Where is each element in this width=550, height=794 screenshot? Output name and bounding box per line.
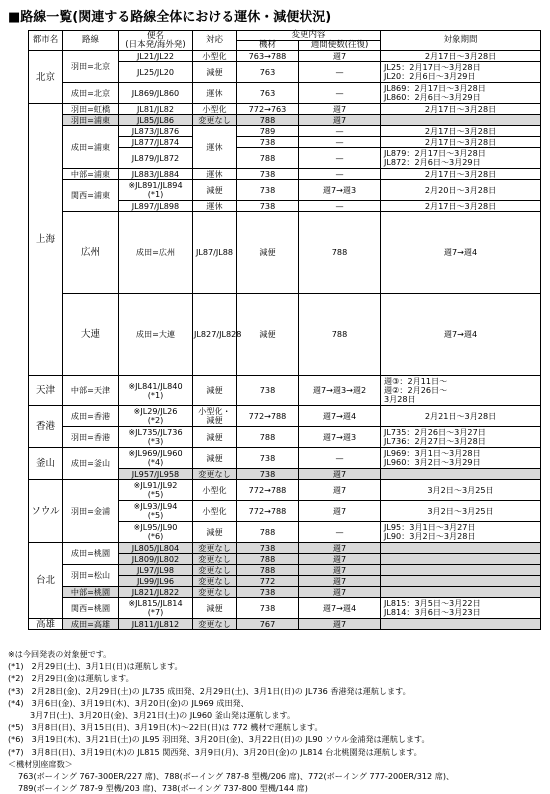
- period-cell: JL25：2月17日～3月28日 JL20：2月6日～3月29日: [381, 62, 541, 83]
- flight-cell: JL821/JL822: [119, 587, 193, 598]
- action-cell: 減便: [237, 294, 299, 376]
- aircraft-cell: 788: [237, 522, 299, 543]
- table-row: [29, 212, 541, 294]
- aircraft-cell: 767: [237, 619, 299, 630]
- route-cell: 羽田=香港: [63, 427, 119, 448]
- weekly-cell: 週7→週3→週2: [299, 376, 381, 406]
- weekly-cell: 週7→週4: [299, 598, 381, 619]
- period-cell: 2月17日～3月28日: [381, 201, 541, 212]
- period-cell: JL95：3月1日～3月27日 JL90：3月2日～3月28日: [381, 522, 541, 543]
- period-cell: 2月17日～3月28日: [381, 137, 541, 148]
- table-row: [29, 294, 541, 376]
- table-row: [29, 427, 541, 448]
- period-cell: [381, 576, 541, 587]
- weekly-cell: —: [299, 83, 381, 104]
- aircraft-cell: 738: [237, 137, 299, 148]
- table-row: [29, 180, 541, 201]
- aircraft-cell: 738: [237, 201, 299, 212]
- period-cell: JL815：3月5日～3月22日 JL814：3月6日～3月23日: [381, 598, 541, 619]
- header-weekly: 週間便数(往復): [299, 41, 381, 51]
- city-cell: 台北: [29, 543, 63, 619]
- note-line: (*7) 3月8日(日)、3月19日(木)の JL815 関西発、3月9日(月)、3月20日(金)の JL814 台北桃園発は運航します。: [8, 746, 422, 757]
- route-cell: 羽田=松山: [63, 565, 119, 587]
- aircraft-seat-title: ＜機材別座席数＞: [8, 758, 73, 769]
- header-change: 変更内容: [237, 31, 381, 41]
- period-cell: [381, 554, 541, 565]
- action-cell: 変更なし: [193, 115, 237, 126]
- route-cell: 成田=桃園: [63, 543, 119, 565]
- table-row: [29, 480, 541, 501]
- header-flight: [119, 31, 193, 51]
- aircraft-cell: 738: [237, 598, 299, 619]
- period-cell: [381, 565, 541, 576]
- flight-cell: JL883/JL884: [119, 169, 193, 180]
- weekly-cell: 週7: [299, 576, 381, 587]
- period-cell: [381, 587, 541, 598]
- action-cell: 変更なし: [193, 469, 237, 480]
- period-cell: 2月17日～3月28日: [381, 126, 541, 137]
- period-cell: [381, 543, 541, 554]
- aircraft-cell: 788: [237, 427, 299, 448]
- flight-cell: ※JL891/JL894 (*1): [119, 180, 193, 201]
- table-row: [29, 51, 541, 62]
- table-row: [29, 619, 541, 630]
- route-cell: 中部=天津: [63, 376, 119, 406]
- flight-cell: JL25/JL20: [119, 62, 193, 83]
- aircraft-cell: 772→788: [237, 406, 299, 427]
- table-row: [29, 406, 541, 427]
- note-line: ※は今回発表の対象便です。: [8, 649, 112, 659]
- action-cell: 小型化: [193, 51, 237, 62]
- route-cell: 中部=桃園: [63, 587, 119, 598]
- city-cell: ソウル: [29, 480, 63, 543]
- flight-cell: JL827/JL828: [193, 294, 237, 376]
- flight-cell: ※JL969/JL960 (*4): [119, 448, 193, 469]
- city-cell: 北京: [29, 51, 63, 104]
- weekly-cell: 週7→週4: [381, 294, 541, 376]
- note-line: (*2) 2月29日(金)は運航します。: [8, 673, 134, 684]
- note-line: (*6) 3月19日(木)、3月21日(土)の JL95 羽田発、3月20日(金)、3月22日(日)の JL90 ソウル金浦発は運航します。: [8, 734, 430, 745]
- weekly-cell: 週7→週4: [299, 406, 381, 427]
- city-cell: 高雄: [29, 619, 63, 630]
- period-cell: 3月2日～3月25日: [381, 480, 541, 501]
- route-cell: 成田=大連: [119, 294, 193, 376]
- action-cell: 減便: [193, 427, 237, 448]
- flight-cell: JL97/JL98: [119, 565, 193, 576]
- aircraft-cell: 788: [237, 115, 299, 126]
- period-cell: 2月17日～3月28日: [381, 169, 541, 180]
- period-cell: JL869：2月17日～3月28日 JL860：2月6日～3月29日: [381, 83, 541, 104]
- aircraft-cell: 788: [237, 148, 299, 169]
- table-row: [29, 376, 541, 406]
- aircraft-seat-list: [8, 770, 548, 794]
- header-aircraft: 機材: [237, 41, 299, 51]
- weekly-cell: 週7: [299, 115, 381, 126]
- action-cell: 変更なし: [193, 576, 237, 587]
- weekly-cell: 週7: [299, 501, 381, 522]
- notes-list: [8, 648, 548, 758]
- period-cell: JL969：3月1日～3月28日 JL960：3月2日～3月29日: [381, 448, 541, 469]
- aircraft-seat-line: 763(ボーイング 767-300ER/227 席)、788(ボーイング 787-8 型機/206 席)、772(ボーイング 777-200ER/312 席)、: [18, 771, 455, 782]
- route-cell: 羽田=浦東: [63, 115, 119, 126]
- action-cell: 変更なし: [193, 543, 237, 554]
- table-row: [29, 83, 541, 104]
- weekly-cell: 週7→週3: [299, 180, 381, 201]
- aircraft-cell: 738: [237, 180, 299, 201]
- aircraft-cell: 738: [237, 448, 299, 469]
- weekly-cell: 週7→週3: [299, 427, 381, 448]
- action-cell: 減便: [193, 522, 237, 543]
- flight-cell: JL869/JL860: [119, 83, 193, 104]
- weekly-cell: 週7: [299, 469, 381, 480]
- route-cell: 成田=釜山: [63, 448, 119, 480]
- table-row: [29, 104, 541, 115]
- action-cell: 小型化: [193, 501, 237, 522]
- header-flight-label: 便名: [146, 30, 164, 41]
- route-cell: 中部=浦東: [63, 169, 119, 180]
- weekly-cell: 週7: [299, 554, 381, 565]
- table-row: [29, 115, 541, 126]
- route-cell: 成田=広州: [119, 212, 193, 294]
- flight-cell: JL87/JL88: [193, 212, 237, 294]
- aircraft-cell: 738: [237, 169, 299, 180]
- header-flight-sub: (日本発/海外発): [125, 39, 186, 50]
- action-cell: 運休: [193, 201, 237, 212]
- weekly-cell: —: [299, 448, 381, 469]
- weekly-cell: 週7: [299, 480, 381, 501]
- period-cell: JL879：2月17日～3月28日 JL872：2月6日～3月29日: [381, 148, 541, 169]
- period-cell: 週③：2月11日～ 週②：2月26日～ 3月28日: [381, 376, 541, 406]
- aircraft-cell: 738: [237, 543, 299, 554]
- flight-cell: JL81/JL82: [119, 104, 193, 115]
- aircraft-cell: 788: [237, 565, 299, 576]
- aircraft-cell: 763: [237, 83, 299, 104]
- weekly-cell: —: [299, 62, 381, 83]
- aircraft-cell: 763→788: [237, 51, 299, 62]
- header-period: 対象期間: [381, 31, 541, 51]
- aircraft-cell: 763: [237, 62, 299, 83]
- action-cell: 変更なし: [193, 554, 237, 565]
- action-cell: 小型化: [193, 104, 237, 115]
- city-cell: 大連: [63, 294, 119, 376]
- city-cell: 広州: [63, 212, 119, 294]
- action-cell: 減便: [193, 180, 237, 201]
- route-cell: 成田=北京: [63, 83, 119, 104]
- flight-cell: ※JL29/JL26 (*2): [119, 406, 193, 427]
- weekly-cell: 週7: [299, 587, 381, 598]
- note-line: (*1) 2月29日(土)、3月1日(日)は運航します。: [8, 661, 183, 672]
- flight-cell: JL85/JL86: [119, 115, 193, 126]
- action-cell: 小型化・ 減便: [193, 406, 237, 427]
- weekly-cell: —: [299, 201, 381, 212]
- page-title: ■路線一覧(関連する路線全体における運休・減便状況): [8, 10, 332, 25]
- table-row: [29, 126, 541, 137]
- period-cell: 2月20日～3月28日: [381, 180, 541, 201]
- flight-cell: ※JL91/JL92 (*5): [119, 480, 193, 501]
- action-cell: 減便: [193, 62, 237, 83]
- table-row: [29, 543, 541, 554]
- action-cell: 変更なし: [193, 619, 237, 630]
- header-action: 対応: [193, 31, 237, 51]
- flight-cell: ※JL735/JL736 (*3): [119, 427, 193, 448]
- aircraft-cell: 738: [237, 587, 299, 598]
- aircraft-cell: 738: [237, 376, 299, 406]
- header-city: 都市名: [29, 31, 63, 51]
- city-cell: 香港: [29, 406, 63, 448]
- header-route: 路線: [63, 31, 119, 51]
- period-cell: [381, 115, 541, 126]
- action-cell: 減便: [193, 376, 237, 406]
- city-cell: 天津: [29, 376, 63, 406]
- notes-section: [8, 648, 548, 794]
- aircraft-cell: 789: [237, 126, 299, 137]
- aircraft-cell: 772→763: [237, 104, 299, 115]
- aircraft-cell: 788: [237, 554, 299, 565]
- flight-cell: JL21/JL22: [119, 51, 193, 62]
- route-cell: 羽田=北京: [63, 51, 119, 83]
- period-cell: [381, 469, 541, 480]
- note-line: (*4) 3月6日(金)、3月19日(木)、3月20日(金)の JL969 成田発、: [8, 697, 249, 708]
- route-cell: 羽田=金浦: [63, 480, 119, 543]
- flight-cell: JL811/JL812: [119, 619, 193, 630]
- action-cell: 減便: [193, 448, 237, 469]
- table-body: [29, 51, 541, 630]
- action-cell: 変更なし: [193, 565, 237, 576]
- flight-cell: JL805/JL804: [119, 543, 193, 554]
- aircraft-cell: 788: [299, 212, 381, 294]
- route-cell: 成田=高雄: [63, 619, 119, 630]
- note-line: (*5) 3月8日(日)、3月15日(日)、3月19日(木)～22日(日)は 772 機材で運航します。: [8, 722, 323, 733]
- flight-cell: JL99/JL96: [119, 576, 193, 587]
- period-cell: 3月2日～3月25日: [381, 501, 541, 522]
- weekly-cell: 週7→週4: [381, 212, 541, 294]
- period-cell: 2月17日～3月28日: [381, 104, 541, 115]
- flight-cell: JL877/JL874: [119, 137, 193, 148]
- weekly-cell: 週7: [299, 104, 381, 115]
- action-cell: 変更なし: [193, 587, 237, 598]
- weekly-cell: —: [299, 137, 381, 148]
- city-cell: 釜山: [29, 448, 63, 480]
- route-cell: 成田=香港: [63, 406, 119, 427]
- action-cell: 減便: [237, 212, 299, 294]
- weekly-cell: —: [299, 522, 381, 543]
- note-line: (*3) 2月28日(金)、2月29日(土)の JL735 成田発、2月29日(土)、3月1日(日)の JL736 香港発は運航します。: [8, 685, 411, 696]
- flight-cell: JL879/JL872: [119, 148, 193, 169]
- table-row: [29, 448, 541, 469]
- weekly-cell: —: [299, 169, 381, 180]
- table-row: [29, 565, 541, 576]
- period-cell: JL735：2月26日～3月27日 JL736：2月27日～3月28日: [381, 427, 541, 448]
- aircraft-cell: 738: [237, 469, 299, 480]
- route-cell: 羽田=虹橋: [63, 104, 119, 115]
- aircraft-cell: 788: [299, 294, 381, 376]
- flight-cell: ※JL841/JL840 (*1): [119, 376, 193, 406]
- flight-cell: JL957/JL958: [119, 469, 193, 480]
- aircraft-cell: 772→788: [237, 501, 299, 522]
- flight-cell: JL897/JL898: [119, 201, 193, 212]
- route-cell: 関西=浦東: [63, 180, 119, 212]
- action-cell: 運休: [193, 83, 237, 104]
- weekly-cell: 週7: [299, 543, 381, 554]
- route-cell: 関西=桃園: [63, 598, 119, 619]
- period-cell: 2月21日～3月28日: [381, 406, 541, 427]
- weekly-cell: —: [299, 148, 381, 169]
- action-cell: 運休: [193, 169, 237, 180]
- table-row: [29, 169, 541, 180]
- action-cell: 小型化: [193, 480, 237, 501]
- period-cell: 2月17日～3月28日: [381, 51, 541, 62]
- flight-cell: ※JL815/JL814 (*7): [119, 598, 193, 619]
- action-cell: 運休: [193, 126, 237, 169]
- weekly-cell: 週7: [299, 619, 381, 630]
- period-cell: [381, 619, 541, 630]
- flight-cell: ※JL95/JL90 (*6): [119, 522, 193, 543]
- weekly-cell: —: [299, 126, 381, 137]
- aircraft-cell: 772→788: [237, 480, 299, 501]
- flight-cell: JL809/JL802: [119, 554, 193, 565]
- note-line: 3月7日(土)、3月20日(金)、3月21日(土)の JL960 釜山発は運航します。: [30, 710, 296, 721]
- aircraft-cell: 772: [237, 576, 299, 587]
- table-row: [29, 587, 541, 598]
- flight-cell: JL873/JL876: [119, 126, 193, 137]
- city-cell: 上海: [29, 104, 63, 376]
- weekly-cell: 週7: [299, 51, 381, 62]
- action-cell: 減便: [193, 598, 237, 619]
- route-table: [28, 30, 541, 630]
- aircraft-seat-line: 789(ボーイング 787-9 型機/203 席)、738(ボーイング 737-800 型機/144 席): [18, 783, 308, 794]
- route-cell: 成田=浦東: [63, 126, 119, 169]
- table-row: [29, 598, 541, 619]
- weekly-cell: 週7: [299, 565, 381, 576]
- flight-cell: ※JL93/JL94 (*5): [119, 501, 193, 522]
